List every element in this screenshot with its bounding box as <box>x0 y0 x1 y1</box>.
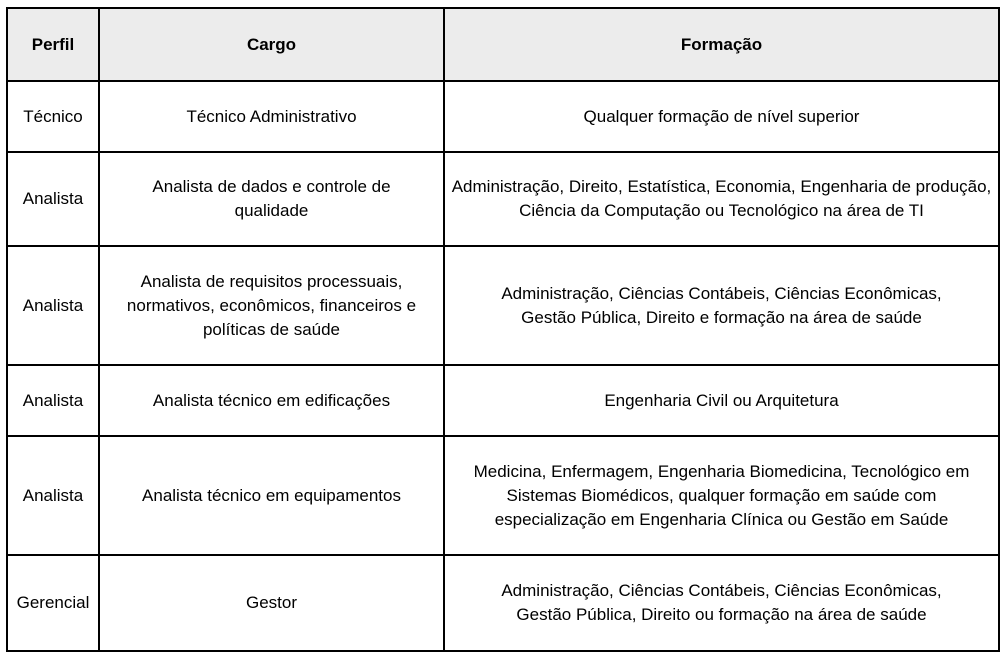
cell-formacao: Medicina, Enfermagem, Engenharia Biomedicina, Tecnológico em Sistemas Biomédicos, qualquer formação em saúde com especialização em Engenharia Clínica ou Gestão em Saúde <box>444 436 999 555</box>
table-row <box>7 81 999 152</box>
cell-perfil: Gerencial <box>7 555 99 651</box>
profiles-table <box>6 7 1000 652</box>
table-row <box>7 246 999 365</box>
cell-cargo: Analista de requisitos processuais, normativos, econômicos, financeiros e políticas de saúde <box>99 246 444 365</box>
header-perfil: Perfil <box>7 8 99 81</box>
table-row <box>7 152 999 246</box>
cell-formacao: Administração, Direito, Estatística, Economia, Engenharia de produção, Ciência da Computação ou Tecnológico na área de TI <box>444 152 999 246</box>
table-row <box>7 555 999 651</box>
cell-perfil: Analista <box>7 246 99 365</box>
cell-cargo: Gestor <box>99 555 444 651</box>
cell-perfil: Analista <box>7 152 99 246</box>
cell-cargo: Técnico Administrativo <box>99 81 444 152</box>
header-formacao: Formação <box>444 8 999 81</box>
header-cargo: Cargo <box>99 8 444 81</box>
cell-formacao: Engenharia Civil ou Arquitetura <box>444 365 999 436</box>
table-row <box>7 436 999 555</box>
cell-perfil: Analista <box>7 365 99 436</box>
cell-perfil: Analista <box>7 436 99 555</box>
table-row <box>7 365 999 436</box>
cell-cargo: Analista técnico em edificações <box>99 365 444 436</box>
cell-cargo: Analista de dados e controle de qualidade <box>99 152 444 246</box>
cell-formacao: Administração, Ciências Contábeis, Ciências Econômicas, Gestão Pública, Direito ou formação na área de saúde <box>444 555 999 651</box>
cell-formacao: Administração, Ciências Contábeis, Ciências Econômicas, Gestão Pública, Direito e formação na área de saúde <box>444 246 999 365</box>
table-header-row <box>7 8 999 81</box>
cell-perfil: Técnico <box>7 81 99 152</box>
cell-cargo: Analista técnico em equipamentos <box>99 436 444 555</box>
cell-formacao: Qualquer formação de nível superior <box>444 81 999 152</box>
